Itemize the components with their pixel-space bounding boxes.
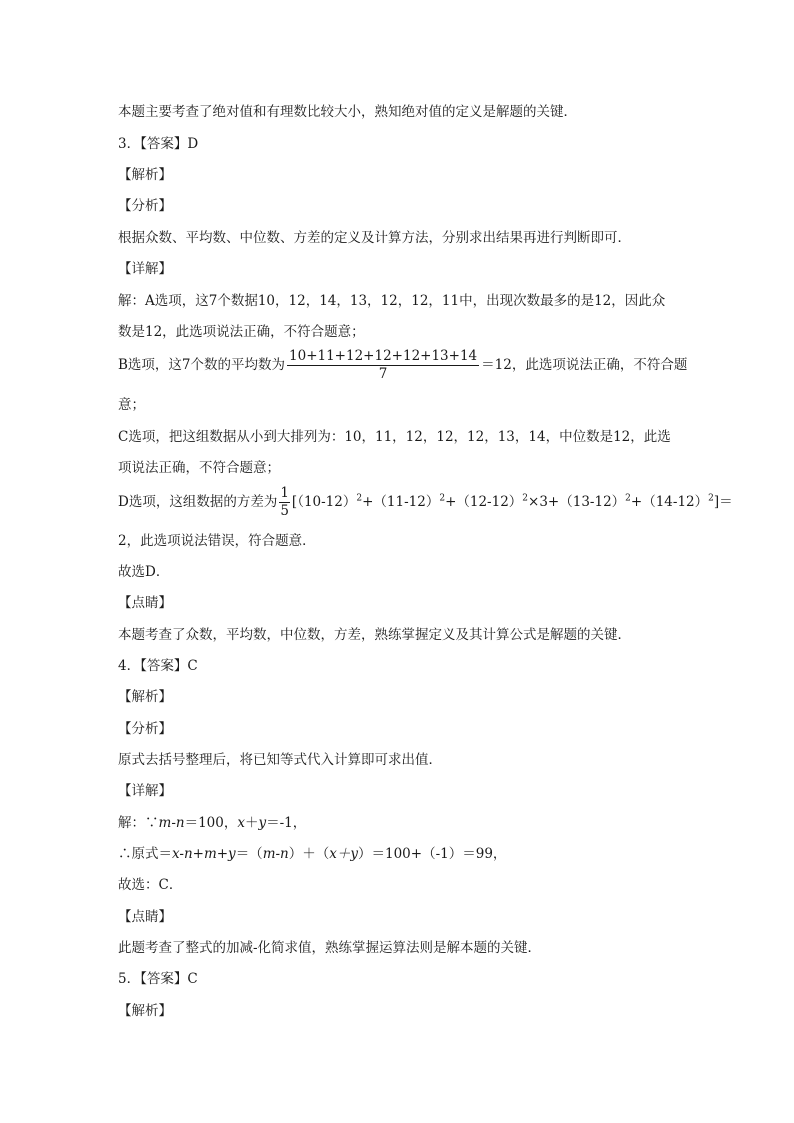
variance-fraction [279, 486, 290, 519]
q3-option-c-line2: 项说法正确，不符合题意； [118, 460, 280, 476]
variance-denominator: 5 [280, 503, 289, 519]
equals-open: ＝（ [235, 846, 263, 862]
variance-term-6: ]＝ [713, 494, 733, 510]
q3-fenxi-text: 根据众数、平均数、中位数、方差的定义及计算方法，分别求出结果再进行判断即可． [118, 230, 631, 246]
square-exponent: 2 [625, 493, 631, 504]
equals-100: ＝100， [184, 815, 238, 831]
q3-dianjing-text: 本题考查了众数，平均数，中位数，方差，熟练掌握定义及其计算公式是解题的关键． [118, 627, 631, 643]
q4-dianjing-text: 此题考查了整式的加减-化简求值，熟练掌握运算法则是解本题的关键． [118, 940, 542, 956]
q3-option-b-line2: 意； [118, 397, 145, 413]
q4-dianjing-heading: 【点睛】 [118, 909, 172, 925]
var-y: y [258, 815, 267, 831]
q3-dianjing-heading: 【点睛】 [118, 595, 172, 611]
q4-solution-line2 [118, 845, 506, 863]
variance-term-3: +（12-12） [445, 494, 523, 510]
group-m-n: m-n [262, 846, 289, 862]
mean-denominator: 7 [287, 365, 479, 382]
q5-answer: 5．【答案】C [118, 971, 198, 987]
q3-fenxi-heading: 【分析】 [118, 198, 172, 214]
q4-answer: 4．【答案】C [118, 658, 198, 674]
q3-option-b-line1 [118, 348, 687, 382]
plus-open: ）＋（ [288, 846, 330, 862]
square-exponent: 2 [708, 493, 714, 504]
q4-fenxi-text: 原式去括号整理后，将已知等式代入计算即可求出值． [118, 752, 442, 768]
variance-term-5: +（14-12） [630, 494, 709, 510]
mean-numerator: 10+11+12+12+12+13+14 [289, 348, 478, 364]
variance-numerator: 1 [280, 485, 289, 501]
q3-option-d-line2: 2，此选项说法错误，符合题意． [118, 533, 316, 549]
expression: x-n+m+y [172, 846, 236, 862]
result-99: ）＝100+（-1）＝99， [358, 846, 507, 862]
variance-term-1: [（10-12） [291, 494, 357, 510]
q2-conclusion: 本题主要考查了绝对值和有理数比较大小，熟知绝对值的定义是解题的关键． [118, 104, 577, 120]
q3-option-a-line2: 数是12，此选项说法正确，不符合题意； [118, 324, 365, 340]
variance-term-4: ×3+（13-12） [528, 494, 626, 510]
variance-term-2: +（11-12） [362, 494, 440, 510]
var-m: m [158, 815, 172, 831]
therefore-prefix: ∴原式＝ [118, 846, 172, 862]
q3-conclusion-choice: 故选D． [118, 564, 170, 580]
square-exponent: 2 [522, 493, 529, 504]
q3-option-b-prefix: B选项，这7个数的平均数为 [118, 357, 286, 373]
q3-option-d-line1 [118, 485, 733, 519]
q3-option-b-suffix: ＝12，此选项说法正确，不符合题 [481, 357, 688, 373]
mean-fraction [287, 349, 479, 382]
q3-option-d-prefix: D选项，这组数据的方差为 [118, 494, 278, 510]
q3-option-a-line1: 解：A选项，这7个数据10，12，14，13，12，12，11中，出现次数最多的是12，因此众 [118, 293, 666, 309]
equals-neg1: ＝-1， [266, 815, 307, 831]
because-prefix: 解：∵ [118, 815, 159, 831]
q4-conclusion-choice: 故选：C． [118, 877, 183, 893]
var-n: n [175, 815, 185, 831]
q3-jiexi-heading: 【解析】 [118, 167, 172, 183]
q3-option-c-line1: C选项，把这组数据从小到大排列为：10，11，12，12，12，13，14，中位数是12，此选 [118, 429, 671, 445]
var-x: x [237, 815, 245, 831]
group-x-y: x＋y [329, 846, 358, 862]
q3-answer: 3．【答案】D [118, 136, 199, 152]
square-exponent: 2 [439, 493, 446, 504]
q4-fenxi-heading: 【分析】 [118, 721, 172, 737]
q3-xiangjie-heading: 【详解】 [118, 261, 172, 277]
q4-xiangjie-heading: 【详解】 [118, 783, 172, 799]
q4-jiexi-heading: 【解析】 [118, 689, 172, 705]
square-exponent: 2 [356, 493, 363, 504]
q4-solution-line1 [118, 814, 306, 832]
minus-sign: - [171, 815, 176, 831]
q5-jiexi-heading: 【解析】 [118, 1003, 172, 1019]
plus-sign: ＋ [244, 815, 259, 831]
